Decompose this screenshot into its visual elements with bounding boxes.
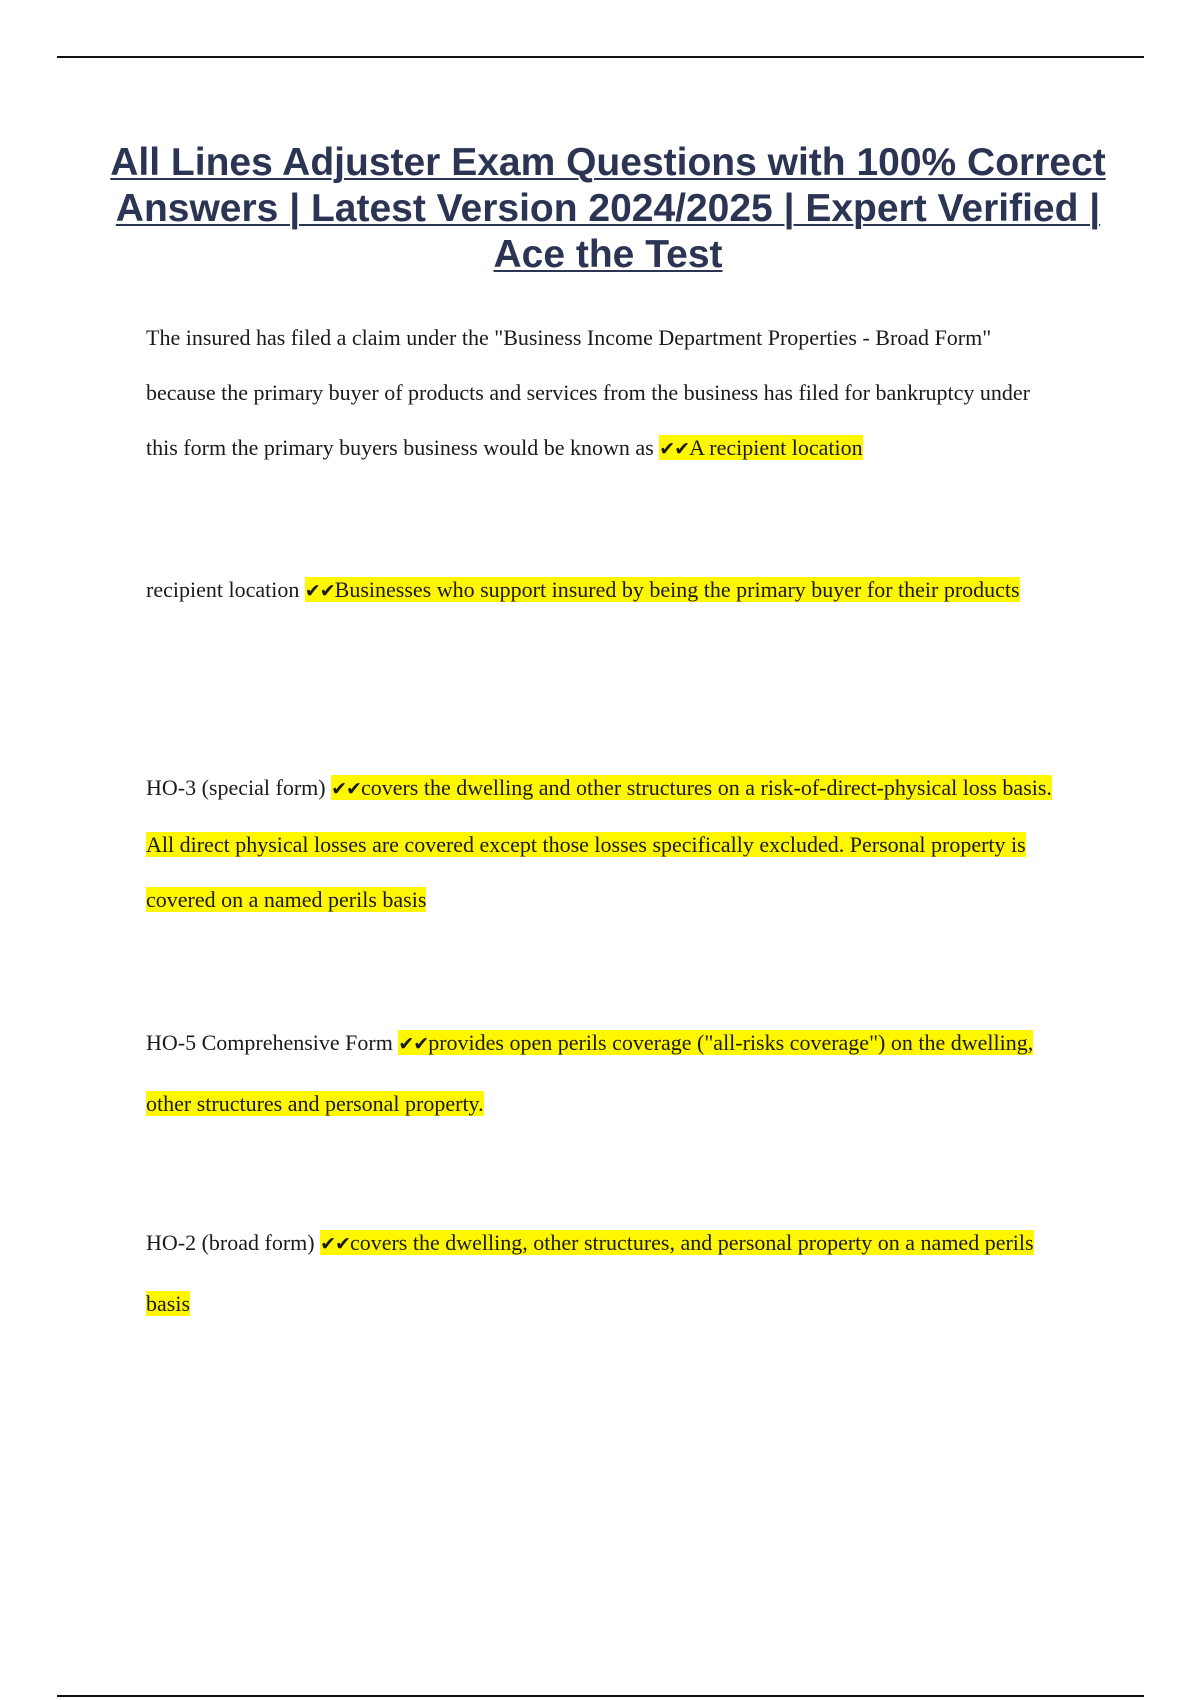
question-text: HO-3 (special form) <box>146 775 326 800</box>
qa-paragraph <box>146 760 1066 927</box>
qa-paragraph <box>146 310 1066 477</box>
document-title: All Lines Adjuster Exam Questions with 100% Correct Answers | Latest Version 2024/2025 | Expert Verified | Ace the Test <box>110 141 1106 276</box>
answer-text: A recipient location <box>689 435 863 460</box>
answer-highlight <box>305 577 1020 602</box>
answer-text: covers the dwelling, other structures, and personal property on a named perils basis <box>146 1230 1034 1316</box>
qa-item <box>146 1013 1066 1133</box>
question-text: HO-5 Comprehensive Form <box>146 1030 393 1055</box>
answer-text: covers the dwelling and other structures on a risk-of-direct-physical loss basis. All direct physical losses are covered except those losses specifically excluded. Personal property is covered on a named perils basis <box>146 775 1052 912</box>
answer-text: Businesses who support insured by being the primary buyer for their products <box>334 577 1020 602</box>
answer-highlight <box>659 435 862 460</box>
question-text: The insured has filed a claim under the "Business Income Department Properties - Broad Form" because the primary buyer of products and services from the business has filed for bankruptcy under this form the primary buyers business would be known as <box>146 325 1030 460</box>
qa-item <box>146 760 1066 927</box>
answer-text: provides open perils coverage ("all-risks coverage") on the dwelling, other structures and personal property. <box>146 1030 1034 1116</box>
qa-paragraph <box>146 1213 1066 1333</box>
double-check-icon: ✔✔ <box>331 778 361 800</box>
question-text: HO-2 (broad form) <box>146 1230 315 1255</box>
qa-paragraph <box>146 560 1066 621</box>
qa-item <box>146 1213 1066 1333</box>
qa-paragraph <box>146 1013 1066 1133</box>
double-check-icon: ✔✔ <box>304 580 335 602</box>
question-text: recipient location <box>146 577 300 602</box>
double-check-icon: ✔✔ <box>398 1033 429 1055</box>
qa-item <box>146 310 1066 477</box>
bottom-rule <box>57 1695 1144 1697</box>
double-check-icon: ✔✔ <box>320 1233 350 1255</box>
top-rule <box>57 56 1144 58</box>
qa-item <box>146 560 1066 621</box>
double-check-icon: ✔✔ <box>659 438 690 460</box>
